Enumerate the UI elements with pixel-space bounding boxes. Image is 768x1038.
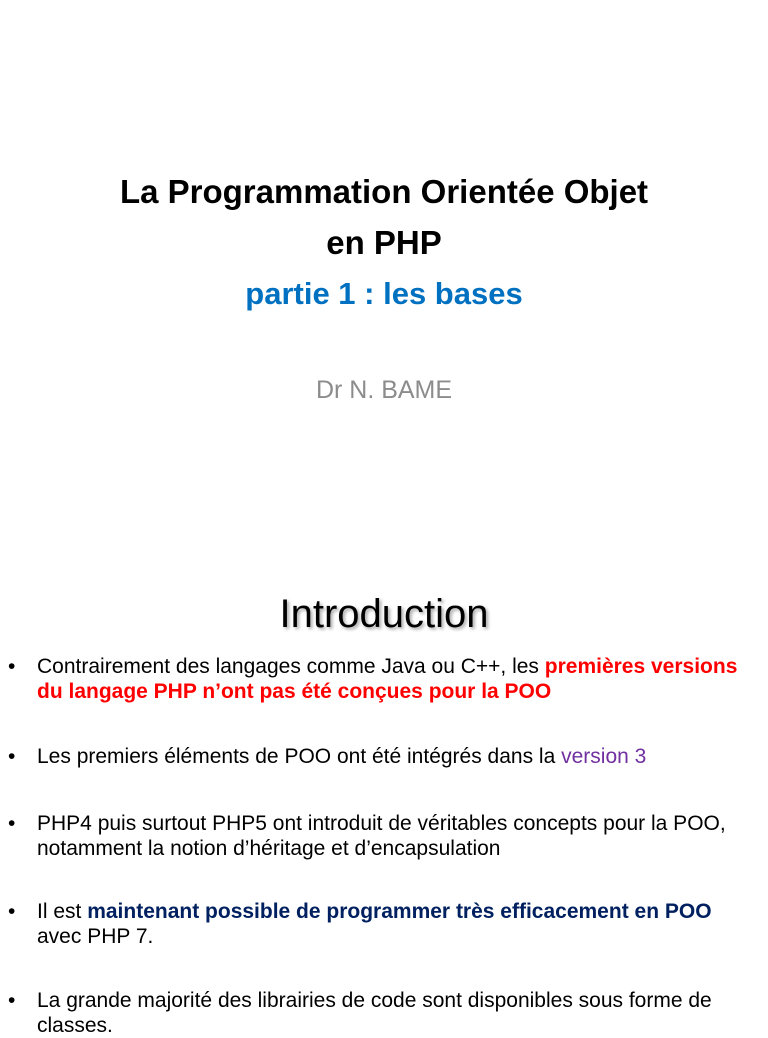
bullet-dot: •: [8, 900, 16, 923]
bullet-highlight: maintenant possible de programmer très efficacement en POO: [87, 900, 712, 923]
bullet-text: La grande majorité des librairies de code sont disponibles sous forme de classes.: [37, 989, 712, 1037]
bullet-text: Les premiers éléments de POO ont été intégrés dans la: [37, 745, 562, 768]
bullet-item: [8, 811, 742, 861]
bullet-item: [8, 654, 742, 704]
bullet-dot: •: [8, 812, 16, 835]
bullet-text: Contrairement des langages comme Java ou C++, les: [37, 655, 545, 678]
bullet-dot: •: [8, 989, 16, 1012]
bullet-text-after: avec PHP 7.: [37, 925, 154, 948]
bullet-item: [8, 899, 742, 949]
slide-title-line1: La Programmation Orientée Objet: [119, 173, 649, 210]
bullet-text: Il est: [37, 900, 88, 923]
bullet-highlight: premières versions du langage PHP n’ont pas été conçues pour la POO: [37, 655, 738, 703]
author-name: Dr N. BAME: [315, 376, 453, 404]
bullet-item: [8, 988, 742, 1038]
bullet-item: [8, 744, 742, 769]
bullet-text: PHP4 puis surtout PHP5 ont introduit de véritables concepts pour la POO, notamment la notion d’héritage et d’encapsulation: [37, 812, 726, 860]
bullet-highlight: version 3: [561, 745, 647, 768]
slide-subtitle: partie 1 : les bases: [245, 276, 523, 311]
introduction-slide: [0, 560, 768, 1037]
bullet-dot: •: [8, 655, 16, 678]
introduction-title: Introduction: [279, 592, 489, 636]
bullet-dot: •: [8, 745, 16, 768]
slide-title-line2: en PHP: [326, 224, 442, 261]
